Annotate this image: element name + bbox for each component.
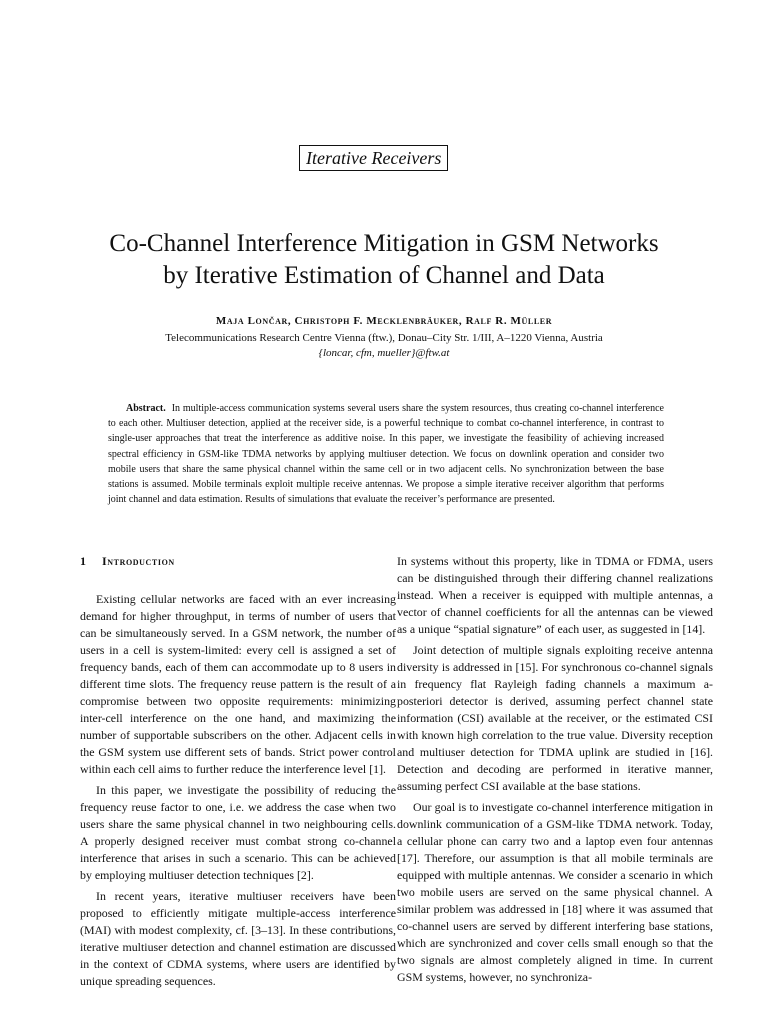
body-paragraph: Existing cellular networks are faced with an ever increasing demand for higher throughput, in terms of number of users that can be simultaneously served. In a GSM network, the number of users in a cell is system-limited: every cell is assigned a set of frequency bands, each of them can accommodate up to 8 users in different time slots. The frequency reuse pattern is the result of a compromise between two opposite requirements: minimizing inter-cell interference on the one hand, and maximizing the number of supportable subscribers on the other. Adjacent cells in the GSM system use different sets of bands. Strict power control within each cell aims to further reduce the interference level [1]. <box>80 592 396 776</box>
left-column <box>80 553 396 990</box>
abstract-label: Abstract. <box>126 403 166 414</box>
affiliation: Telecommunications Research Centre Vienna (ftw.), Donau–City Str. 1/III, A–1220 Vienna, Austria <box>165 332 603 344</box>
body-paragraph: Our goal is to investigate co-channel interference mitigation in downlink communication of a GSM-like TDMA network. Today, a cellular phone can carry two and a laptop even four antennas [17]. Therefore, our assumption is that all mobile terminals are equipped with multiple antennas. We consider a scenario in which two mobile users are served on the same physical channel. A similar problem was addressed in [18] where it was assumed that co-channel users are served by different interfering base stations, which are synchronized and cover cells small enough so that the two signals are almost completely aligned in time. In current GSM systems, however, no synchroniza- <box>397 800 713 984</box>
paper-title <box>0 228 768 292</box>
section-title: Introduction <box>102 554 175 568</box>
abstract <box>108 401 664 507</box>
right-column <box>397 553 713 986</box>
body-paragraph: In recent years, iterative multiuser receivers have been proposed to efficiently mitigate multiple-access interference (MAI) with modest complexity, cf. [3–13]. In these contributions, iterative multiuser detection and channel estimation are discussed in the context of CDMA systems, where users are identified by unique spreading sequences. <box>80 889 396 988</box>
running-section-label: Iterative Receivers <box>299 145 448 171</box>
paper-title-line-2: by Iterative Estimation of Channel and Data <box>163 262 605 289</box>
author-list: Maja Lončar, Christoph F. Mecklenbräuker, Ralf R. Müller <box>215 315 553 327</box>
section-number: 1 <box>80 554 87 568</box>
body-paragraph: In this paper, we investigate the possibility of reducing the frequency reuse factor to one, i.e. we address the case when two users share the same physical channel in two neighbouring cells. A properly designed receiver must combat strong co-channel interference that arises in such a scenario. This can be achieved by employing multiuser detection techniques [2]. <box>80 783 396 882</box>
paper-title-line-1: Co-Channel Interference Mitigation in GSM Networks <box>109 230 659 257</box>
body-paragraph: Joint detection of multiple signals exploiting receive antenna diversity is addressed in [15]. For synchronous co-channel signals in frequency flat Rayleigh fading channels a maximum a-posteriori detector is derived, assuming perfect channel state information (CSI) available at the receiver, or the estimated CSI with known high correlation to the true value. Diversity reception and multiuser detection for TDMA uplink are studied in [16]. Detection and decoding are performed in iterative manner, assuming perfect CSI available at the base stations. <box>397 643 713 793</box>
abstract-text: In multiple-access communication systems several users share the system resources, thus creating co-channel interference to each other. Multiuser detection, applied at the receiver side, is a powerful technique to combat co-channel interference, in contrast to single-user approaches that treat the interference as additive noise. In this paper, we investigate the feasibility of achieving increased spectral efficiency in GSM-like TDMA networks by applying multiuser detection. We focus on downlink operation and consider two mobile users that share the same physical channel within the same cell or in two adjacent cells. No synchronization between the base stations is assumed. Mobile terminals exploit multiple receive antennas. We propose a simple iterative receiver algorithm that performs joint channel and data estimation. Results of simulations that evaluate the receiver’s performance are presented. <box>108 403 664 506</box>
author-emails: {loncar, cfm, mueller}@ftw.at <box>318 347 450 359</box>
section-heading <box>80 553 396 570</box>
body-paragraph: In systems without this property, like in TDMA or FDMA, users can be distinguished through their differing channel realizations instead. When a receiver is equipped with multiple antennas, a vector of channel coefficients for all the antennas can be viewed as a unique “spatial signature” of each user, as suggested in [14]. <box>397 554 713 636</box>
